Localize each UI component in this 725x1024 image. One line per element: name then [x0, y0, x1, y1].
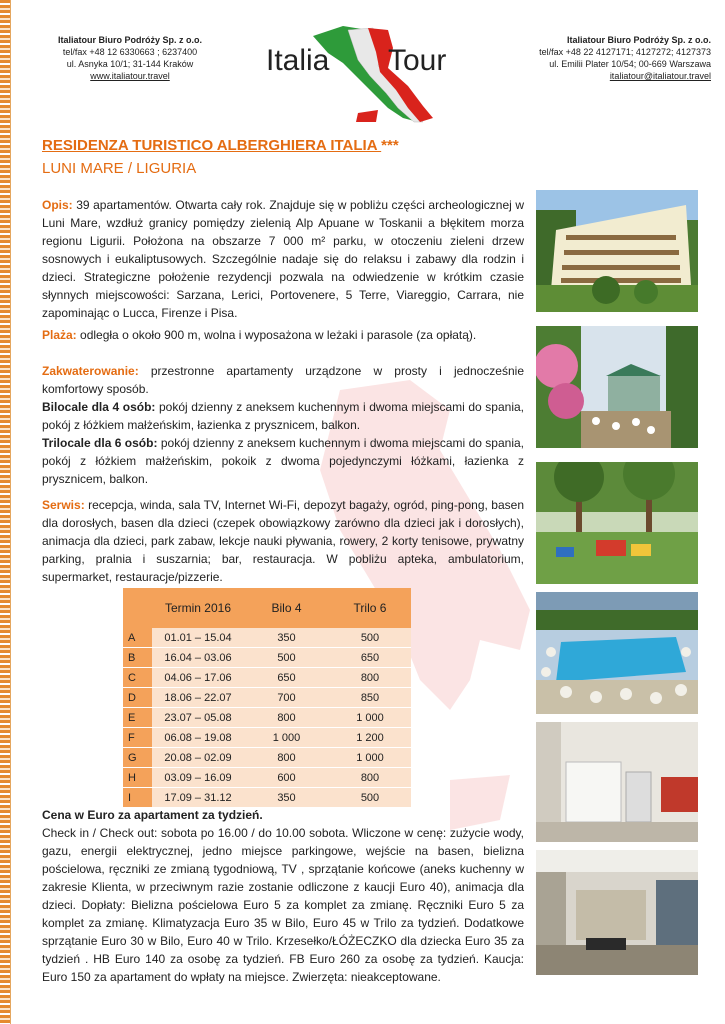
season-dates: 20.08 – 02.09	[152, 748, 244, 768]
season-dates: 04.06 – 17.06	[152, 668, 244, 688]
trilo-label: Trilocale dla 6 osób:	[42, 436, 158, 450]
season-letter: B	[123, 648, 152, 668]
serwis-section	[42, 496, 524, 586]
trilo-price: 1 000	[329, 708, 411, 728]
season-letter: H	[123, 768, 152, 788]
price-table-header	[123, 588, 411, 628]
decorative-left-border	[0, 0, 11, 1024]
season-dates: 06.08 – 19.08	[152, 728, 244, 748]
season-letter: I	[123, 788, 152, 808]
trilo-price: 650	[329, 648, 411, 668]
header-cell: Bilo 4	[244, 588, 329, 628]
table-row	[123, 788, 411, 808]
table-row	[123, 648, 411, 668]
website-link[interactable]: www.italiatour.travel	[90, 71, 170, 81]
company-name: Italiatour Biuro Podróży Sp. z o.o.	[566, 35, 711, 45]
table-row	[123, 688, 411, 708]
cena-text: Check in / Check out: sobota po 16.00 / do 10.00 sobota. Wliczone w cenę: zużycie wody, gazu, energii elektrycznej, jedno miejsce parkingowe, wejście na basen, bielizna pościelowa, ręczniki ze zmianą tygodniową, TV , sprzątanie końcowe (aneks kuchenny w zakresie Klienta, w przeciwnym razie zostanie odliczone z kaucji Euro 40), animacja dla dzieci. Dopłaty: Bielizna pościelowa Euro 5 za komplet za zmianę. Ręczniki Euro 5 za komplet za zmianę. Klimatyzacja Euro 35 w Bilo, Euro 45 w Trilo za tydzień. Dodatkowe sprzątanie Euro 30 w Bilo, Euro 40 w Trilo. Krzesełko/ŁÓŻECZKO dla dziecka Euro 35 za tydzień . HB Euro 140 za osobę za tydzień. FB Euro 260 za osobę za tydzień. Kaucja: Euro 150 za apartament do wpłaty na miejsce. Zwierzęta: nieakceptowane.	[42, 826, 524, 984]
season-letter: G	[123, 748, 152, 768]
plaza-label: Plaża:	[42, 328, 77, 342]
bilo-price: 350	[244, 788, 329, 808]
opis-text: 39 apartamentów. Otwarta cały rok. Znajduje się w pobliżu części archeologicznej w Luni Mare, wzdłuż granicy pomiędzy zielenią Alp Apuane w Toskanii a błękitem morza regionu Ligurii. Położona na obszarze 7 000 m² parku, w otoczeniu zieleni drzew sosnowych i eukaliptusowych. Szczególnie nadaje się do relaksu i zabawy dla rodzin i dzieci. Strategiczne położenie rezydencji pozwala na odwiedzenie w krótkim czasie słynnych miejscowości: Sarzana, Lerici, Portovenere, 5 Terre, Viareggio, Carrara, nie zapominając o Lucca, Firenze i Pisa.	[42, 198, 524, 320]
table-row	[123, 728, 411, 748]
bilo-text: pokój dzienny z aneksem kuchennym i dwoma miejscami do spania, pokój z łóżkiem małżeńskim, łazienka z prysznicem, balkon.	[42, 400, 524, 432]
season-letter: F	[123, 728, 152, 748]
trilo-price: 800	[329, 768, 411, 788]
table-row	[123, 768, 411, 788]
zakwaterowanie-section	[42, 362, 524, 488]
company-name: Italiatour Biuro Podróży Sp. z o.o.	[57, 35, 202, 45]
season-dates: 18.06 – 22.07	[152, 688, 244, 708]
opis-label: Opis:	[42, 198, 73, 212]
season-dates: 23.07 – 05.08	[152, 708, 244, 728]
page-title	[42, 137, 399, 154]
zakwaterowanie-text: przestronne apartamenty urządzone w prosty i jednocześnie komfortowy sposób.	[42, 364, 524, 396]
header-right-contact	[511, 34, 711, 82]
header-cell	[123, 588, 152, 628]
stars-rating: ***	[381, 137, 399, 154]
address-text: ul. Asnyka 10/1; 31-144 Kraków	[66, 59, 194, 69]
plaza-section	[42, 326, 524, 344]
bilo-price: 1 000	[244, 728, 329, 748]
logo-word-italia: Italia	[266, 44, 330, 77]
trilo-price: 850	[329, 688, 411, 708]
header-cell: Trilo 6	[329, 588, 411, 628]
opis-section	[42, 196, 524, 322]
cena-section	[42, 806, 524, 986]
logo-word-tour: Tour	[388, 44, 447, 77]
table-row	[123, 628, 411, 648]
season-letter: C	[123, 668, 152, 688]
garden-gazebo-photo	[536, 326, 698, 448]
table-row	[123, 668, 411, 688]
price-table	[123, 588, 411, 808]
phone-text: tel/fax +48 12 6330663 ; 6237400	[62, 47, 198, 57]
season-dates: 17.09 – 31.12	[152, 788, 244, 808]
bilo-price: 700	[244, 688, 329, 708]
trilo-text: pokój dzienny z aneksem kuchennym i dwoma miejscami do spania, pokój z łóżkiem małżeńskim, pokoik z dwoma pojedynczymi łóżkami, łazienka z prysznicem, balkon.	[42, 436, 524, 486]
trilo-price: 800	[329, 668, 411, 688]
season-letter: D	[123, 688, 152, 708]
season-dates: 16.04 – 03.06	[152, 648, 244, 668]
pool-photo	[536, 592, 698, 714]
italiatour-logo	[248, 18, 478, 123]
season-dates: 01.01 – 15.04	[152, 628, 244, 648]
kitchen-interior-photo	[536, 722, 698, 842]
season-letter: A	[123, 628, 152, 648]
trilo-price: 500	[329, 788, 411, 808]
trilo-price: 1 200	[329, 728, 411, 748]
trilo-price: 500	[329, 628, 411, 648]
table-row	[123, 748, 411, 768]
title-text: RESIDENZA TURISTICO ALBERGHIERA ITALIA	[42, 137, 377, 154]
bilo-price: 600	[244, 768, 329, 788]
header-left-contact	[40, 34, 220, 82]
page-subtitle: LUNI MARE / LIGURIA	[42, 160, 197, 177]
phone-text: tel/fax +48 22 4127171; 4127272; 4127373	[539, 47, 711, 57]
bilo-label: Bilocale dla 4 osób:	[42, 400, 156, 414]
cena-heading: Cena w Euro za apartament za tydzień.	[42, 808, 263, 822]
season-letter: E	[123, 708, 152, 728]
bilo-price: 800	[244, 748, 329, 768]
season-dates: 03.09 – 16.09	[152, 768, 244, 788]
bilo-price: 350	[244, 628, 329, 648]
bilo-price: 800	[244, 708, 329, 728]
zakwaterowanie-label: Zakwaterowanie:	[42, 364, 139, 378]
hotel-building-photo	[536, 190, 698, 312]
address-text: ul. Emilii Plater 10/54; 00-669 Warszawa	[549, 59, 711, 69]
serwis-label: Serwis:	[42, 498, 85, 512]
trilo-price: 1 000	[329, 748, 411, 768]
table-row	[123, 708, 411, 728]
email-link[interactable]: italiatour@italiatour.travel	[609, 71, 711, 81]
serwis-text: recepcja, winda, sala TV, Internet Wi-Fi, depozyt bagaży, ogród, ping-pong, basen dla dorosłych, basen dla dzieci (czepek obowiązkowy zarówno dla dzieci jak i dorosłych), animacja dla dzieci, park zabaw, lekcje nauki pływania, rowery, 2 korty tenisowe, prywatny parking, pralnia i suszarnia; bar, restauracja. W pobliżu apteka, ambulatorium, supermarket, restauracje/pizzerie.	[42, 498, 524, 584]
bilo-price: 650	[244, 668, 329, 688]
lobby-photo	[536, 850, 698, 975]
plaza-text: odległa o około 900 m, wolna i wyposażona w leżaki i parasole (za opłatą).	[80, 328, 477, 342]
header-cell: Termin 2016	[152, 588, 244, 628]
playground-photo	[536, 462, 698, 584]
bilo-price: 500	[244, 648, 329, 668]
